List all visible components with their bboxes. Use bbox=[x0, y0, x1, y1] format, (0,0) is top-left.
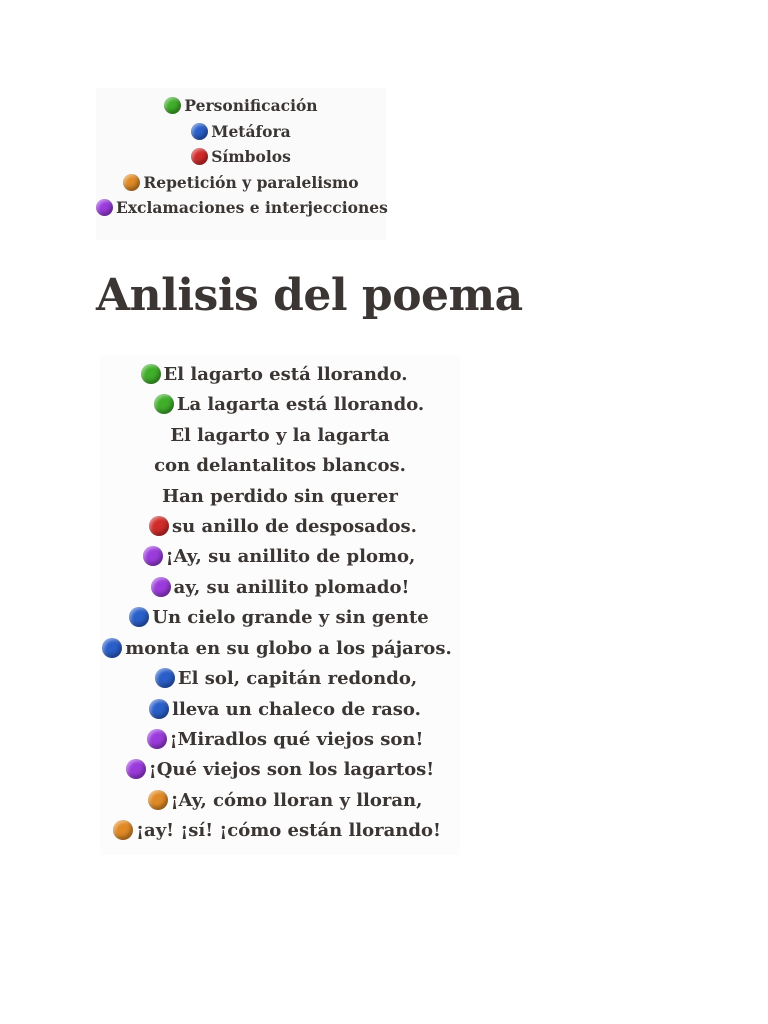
poem-line bbox=[97, 634, 457, 664]
poem-line bbox=[97, 816, 457, 846]
poem bbox=[100, 355, 460, 855]
legend-item-metafora bbox=[96, 120, 386, 144]
poem-line bbox=[109, 390, 469, 420]
blue-circle-icon bbox=[155, 668, 175, 688]
poem-line bbox=[103, 512, 463, 542]
legend-item-exclamaciones bbox=[96, 196, 386, 220]
poem-line bbox=[99, 542, 459, 572]
orange-circle-icon bbox=[113, 820, 133, 840]
poem-line-text: ¡Qué viejos son los lagartos! bbox=[148, 759, 435, 780]
poem-line bbox=[94, 360, 454, 390]
purple-circle-icon bbox=[151, 577, 171, 597]
poem-line bbox=[100, 573, 460, 603]
red-circle-icon bbox=[149, 516, 169, 536]
poem-line bbox=[106, 664, 466, 694]
poem-line-text: Han perdido sin querer bbox=[162, 486, 398, 507]
purple-circle-icon bbox=[147, 729, 167, 749]
poem-line bbox=[105, 695, 465, 725]
green-circle-icon bbox=[154, 394, 174, 414]
poem-line-text: ¡Ay, su anillito de plomo, bbox=[165, 546, 416, 567]
legend bbox=[96, 88, 386, 240]
legend-item-repeticion bbox=[96, 171, 386, 195]
poem-line-text: El lagarto y la lagarta bbox=[170, 425, 390, 446]
poem-line bbox=[100, 755, 460, 785]
poem-line bbox=[105, 725, 465, 755]
poem-line-text: La lagarta está llorando. bbox=[176, 394, 425, 415]
poem-line-text: monta en su globo a los pájaros. bbox=[125, 638, 452, 659]
orange-circle-icon bbox=[123, 174, 140, 191]
poem-line-text: ¡ay! ¡sí! ¡cómo están llorando! bbox=[136, 820, 441, 841]
green-circle-icon bbox=[141, 364, 161, 384]
legend-label: Exclamaciones e interjecciones bbox=[116, 198, 388, 217]
purple-circle-icon bbox=[96, 199, 113, 216]
poem-line bbox=[100, 482, 460, 512]
legend-label: Metáfora bbox=[211, 122, 291, 141]
legend-label: Símbolos bbox=[211, 147, 291, 166]
poem-line bbox=[105, 786, 465, 816]
poem-line-text: ¡Miradlos qué viejos son! bbox=[169, 729, 424, 750]
poem-line-text: con delantalitos blancos. bbox=[154, 455, 406, 476]
legend-item-personificacion bbox=[96, 94, 386, 118]
green-circle-icon bbox=[164, 97, 181, 114]
red-circle-icon bbox=[191, 148, 208, 165]
poem-line-text: lleva un chaleco de raso. bbox=[172, 699, 421, 720]
poem-line-text: su anillo de desposados. bbox=[172, 516, 417, 537]
blue-circle-icon bbox=[102, 638, 122, 658]
purple-circle-icon bbox=[126, 759, 146, 779]
poem-line bbox=[100, 421, 460, 451]
blue-circle-icon bbox=[129, 607, 149, 627]
blue-circle-icon bbox=[191, 123, 208, 140]
legend-label: Repetición y paralelismo bbox=[143, 173, 359, 192]
poem-line bbox=[100, 451, 460, 481]
purple-circle-icon bbox=[143, 546, 163, 566]
legend-item-simbolos bbox=[96, 145, 386, 169]
poem-line-text: El lagarto está llorando. bbox=[163, 364, 408, 385]
orange-circle-icon bbox=[148, 790, 168, 810]
page-title: Anlisis del poema bbox=[96, 270, 523, 321]
blue-circle-icon bbox=[149, 699, 169, 719]
poem-line-text: El sol, capitán redondo, bbox=[177, 668, 418, 689]
poem-line-text: Un cielo grande y sin gente bbox=[152, 607, 429, 628]
poem-line-text: ay, su anillito plomado! bbox=[173, 577, 410, 598]
legend-label: Personificación bbox=[184, 96, 318, 115]
poem-line bbox=[99, 603, 459, 633]
poem-line-text: ¡Ay, cómo lloran y lloran, bbox=[170, 790, 423, 811]
